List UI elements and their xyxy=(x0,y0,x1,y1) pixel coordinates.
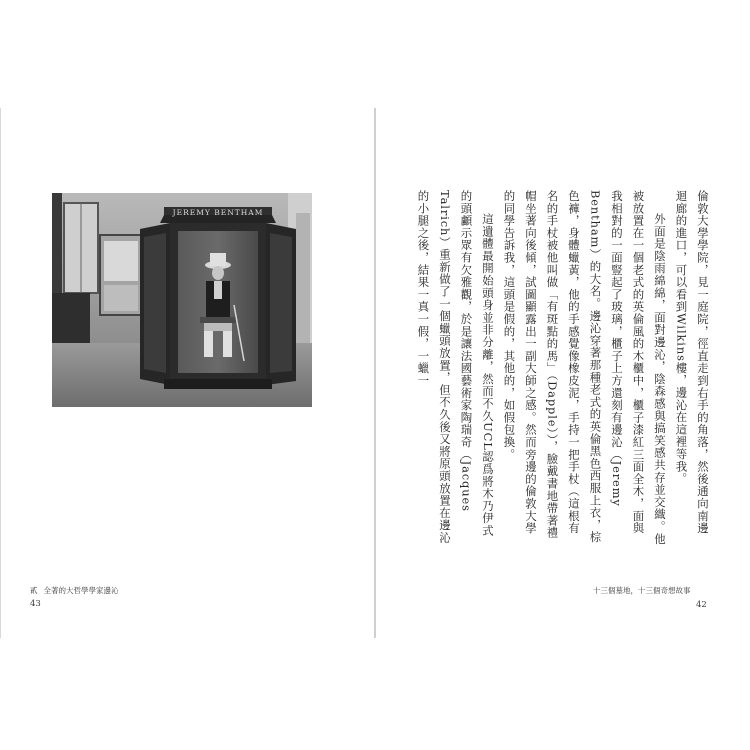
book-gutter xyxy=(374,108,376,638)
paragraph-3: 這遺體最開始頭身並非分離，然而不久UCL認爲將木乃伊式的頭顱示眾有欠雅觀，於是讓法國藝術家陶瑞奇（Jacques Talrich）重新做了一個蠟頭放置，但不久後又將原頭放置在邊沁的小腿之後，結果一真一假，一蠟一 xyxy=(416,190,495,544)
paragraph-2: 外面是陰雨綿綿，面對邊沁，陰森感與搞笑感共存並交織。他被放置在一個老式的英倫風的木櫃中，櫃子漆紅三面全木，面與我相對的一面豎起了玻璃，櫃子上方還刻有邊沁（Jeremy Bentham）的大名。邊沁穿著那種老式的英倫黑色西服上衣，棕色褲，身體蠟黃，他的手感覺像橡皮泥，手持一把手杖（這根有名的手杖被他叫做「有斑點的馬」（Dapple）），臉戴書地帶著禮帽坐著向後傾，試圖顯露出一副大師之感。然而旁邊的倫敦大學的同學告訴我，這頭是假的，其他的，如假包換。 xyxy=(502,190,667,545)
chapter-title: 全著的大哲學學家邊沁 xyxy=(43,586,119,595)
body-text xyxy=(393,190,713,545)
left-running-footer xyxy=(30,585,119,596)
left-page-edge xyxy=(0,108,1,638)
bentham-auto-icon-photo xyxy=(52,193,312,407)
photo-illustration xyxy=(52,193,312,407)
photo-plaque: JEREMY BENTHAM xyxy=(172,208,264,217)
paragraph-1: 倫敦大學學院，見一庭院，徑直走到右手的角落，然後通向南邊迴廊的進口，可以看到Wilkins樓，邊沁在這裡等我。 xyxy=(674,190,710,535)
right-running-title: 十三個墓地，十三個奇想故事 xyxy=(593,586,691,595)
right-page-number: 42 xyxy=(696,600,707,610)
left-page-number: 43 xyxy=(30,599,41,609)
chapter-number: 貳 xyxy=(30,586,38,595)
